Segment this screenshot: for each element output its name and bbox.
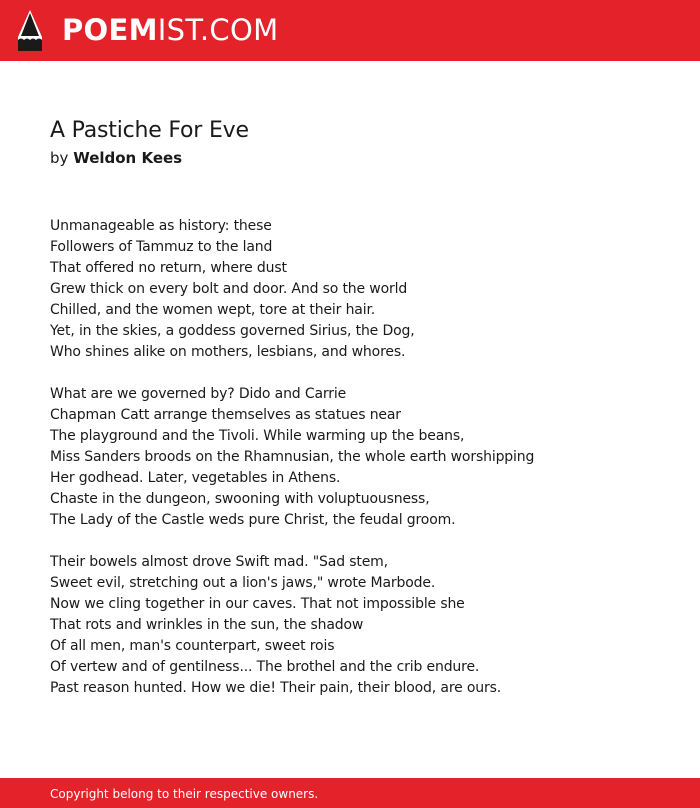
poem-line: The playground and the Tivoli. While warming up the beans, — [50, 428, 465, 444]
poem-line: Chilled, and the women wept, tore at their hair. — [50, 302, 376, 318]
byline — [50, 146, 670, 170]
site-footer — [0, 778, 700, 808]
poem-line: What are we governed by? Dido and Carrie — [50, 386, 347, 402]
poem-line: Past reason hunted. How we die! Their pain, their blood, are ours. — [50, 680, 502, 696]
poem-line: Her godhead. Later, vegetables in Athens. — [50, 470, 341, 486]
poem-line: Who shines alike on mothers, lesbians, and whores. — [50, 344, 406, 360]
by-label: by — [50, 149, 69, 167]
logo-bold-part: POEM — [62, 13, 158, 47]
stanza — [50, 216, 670, 363]
poem-line: Chaste in the dungeon, swooning with voluptuousness, — [50, 491, 430, 507]
poem-title: A Pastiche For Eve — [50, 118, 249, 143]
site-logo[interactable] — [62, 12, 278, 48]
site-header — [0, 0, 700, 61]
poem-line: Followers of Tammuz to the land — [50, 239, 273, 255]
poem-line: Of all men, man's counterpart, sweet rois — [50, 638, 335, 654]
poem-line: That rots and wrinkles in the sun, the shadow — [50, 617, 364, 633]
poem-line: Unmanageable as history: these — [50, 218, 272, 234]
stanza — [50, 384, 670, 531]
author-name: Weldon Kees — [73, 149, 183, 167]
poem-line: Miss Sanders broods on the Rhamnusian, the whole earth worshipping — [50, 449, 535, 465]
poem-line: The Lady of the Castle weds pure Christ, the feudal groom. — [50, 512, 456, 528]
poem-line: Yet, in the skies, a goddess governed Sirius, the Dog, — [50, 323, 415, 339]
poem-body — [50, 216, 670, 699]
poem-line: Sweet evil, stretching out a lion's jaws," wrote Marbode. — [50, 575, 436, 591]
logo-light-part: IST.COM — [157, 13, 279, 47]
poem-content — [50, 116, 670, 720]
poem-line: Now we cling together in our caves. That not impossible she — [50, 596, 465, 612]
stanza — [50, 552, 670, 699]
copyright-notice: Copyright belong to their respective owners. — [50, 787, 319, 801]
poem-line: Chapman Catt arrange themselves as statues near — [50, 407, 401, 423]
poem-line: Their bowels almost drove Swift mad. "Sad stem, — [50, 554, 388, 570]
pencil-tip-icon[interactable] — [18, 10, 42, 51]
poem-line: Grew thick on every bolt and door. And so the world — [50, 281, 408, 297]
poem-line: That offered no return, where dust — [50, 260, 287, 276]
poem-line: Of vertew and of gentilness... The brothel and the crib endure. — [50, 659, 480, 675]
